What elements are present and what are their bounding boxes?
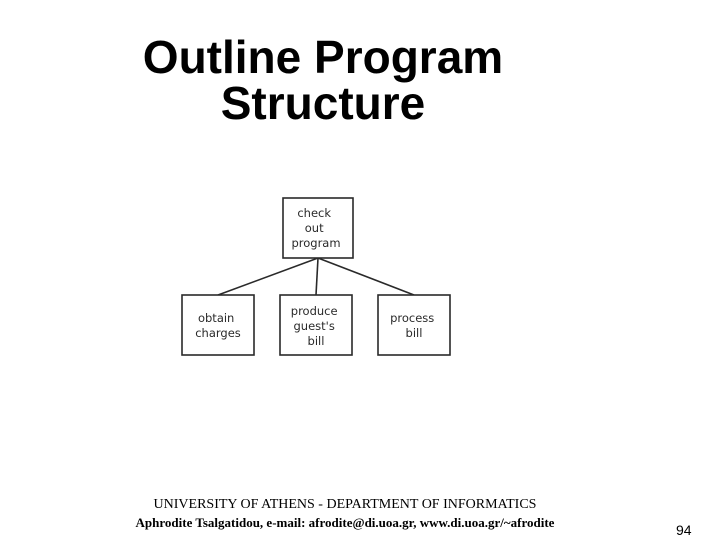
node-label-line: process: [390, 311, 435, 325]
slide-title-line-1: Outline Program: [142, 31, 504, 83]
connectors: [218, 258, 414, 295]
node-label-line: bill: [405, 326, 423, 340]
connector-root-to-process-bill: [318, 258, 414, 295]
node-box: [182, 295, 254, 355]
node-label: [195, 311, 241, 340]
footer-university: UNIVERSITY OF ATHENS - DEPARTMENT OF INFORMATICS: [153, 497, 537, 512]
footer-author-contact: Aphrodite Tsalgatidou, e-mail: afrodite@di.uoa.gr, www.di.uoa.gr/~afrodite: [135, 515, 555, 530]
node-obtain-charges: [182, 295, 254, 355]
page-number: 94: [676, 522, 692, 538]
node-label-line: charges: [195, 326, 241, 340]
node-check-out-program: [283, 198, 353, 258]
node-box: [378, 295, 450, 355]
node-process-bill: [378, 295, 450, 355]
node-label-line: program: [291, 236, 341, 250]
node-label-line: produce: [290, 304, 338, 318]
connector-root-to-produce-guests-bill: [316, 258, 318, 295]
node-label-line: guest's: [293, 319, 335, 333]
slide-title-line-2: Structure: [220, 77, 426, 129]
connector-root-to-obtain-charges: [218, 258, 318, 295]
node-label-line: obtain: [197, 311, 235, 325]
node-label-line: check: [297, 206, 332, 220]
node-label-line: out: [304, 221, 324, 235]
node-produce-guests-bill: [280, 295, 352, 355]
node-label-line: bill: [307, 334, 325, 348]
